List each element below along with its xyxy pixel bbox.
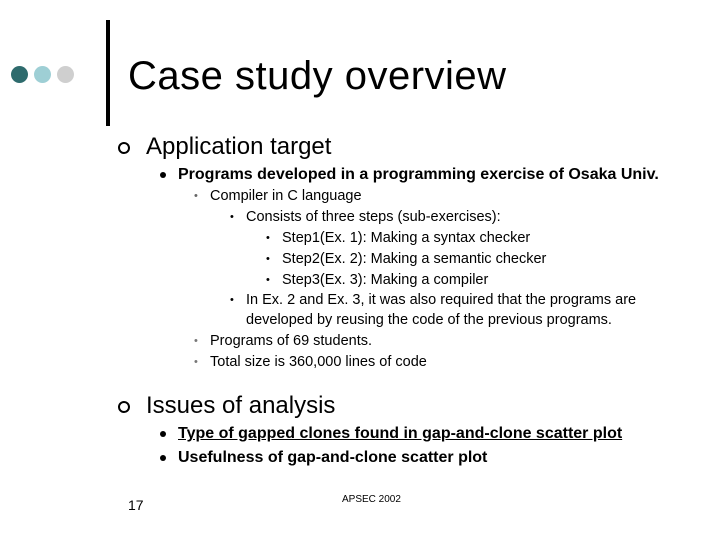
bullet-icon: •	[266, 274, 270, 286]
slide-title: Case study overview	[128, 54, 507, 98]
gapped-clones-item: Type of gapped clones found in gap-and-clone scatter plot	[178, 425, 623, 442]
ring-bullet-icon	[118, 142, 130, 154]
size-item: Total size is 360,000 lines of code	[210, 354, 427, 370]
step2-item: Step2(Ex. 2): Making a semantic checker	[282, 251, 547, 267]
dot-bullet-icon	[160, 431, 166, 437]
reuse-line-2: developed by reusing the code of the previous programs.	[246, 312, 612, 328]
programs-item: Programs developed in a programming exercise of Osaka Univ.	[178, 166, 659, 183]
dot-bullet-icon	[160, 172, 166, 178]
bullet-icon: •	[194, 356, 198, 368]
step3-item: Step3(Ex. 3): Making a compiler	[282, 272, 489, 288]
bullet-icon: •	[230, 294, 234, 306]
dot-bullet-icon	[160, 455, 166, 461]
footer-text: APSEC 2002	[342, 494, 401, 505]
dot-light-teal	[34, 66, 51, 83]
step1-item: Step1(Ex. 1): Making a syntax checker	[282, 230, 531, 246]
bullet-icon: •	[230, 211, 234, 223]
square-bullet-icon: •	[194, 190, 198, 202]
dot-grey	[57, 66, 74, 83]
steps-intro: Consists of three steps (sub-exercises):	[246, 209, 501, 225]
reuse-line-1: In Ex. 2 and Ex. 3, it was also required that the programs are	[246, 292, 637, 308]
usefulness-item: Usefulness of gap-and-clone scatter plot	[178, 449, 488, 466]
title-divider	[106, 20, 110, 126]
section-heading-application-target: Application target	[146, 133, 332, 160]
page-number: 17	[128, 497, 144, 513]
bullet-icon: •	[266, 232, 270, 244]
ring-bullet-icon	[118, 401, 130, 413]
section-heading-issues: Issues of analysis	[146, 392, 336, 419]
compiler-item: Compiler in C language	[210, 188, 362, 204]
bullet-icon: •	[266, 253, 270, 265]
decorative-dots	[11, 66, 74, 83]
students-item: Programs of 69 students.	[210, 333, 372, 349]
dot-dark	[11, 66, 28, 83]
bullet-icon: •	[194, 335, 198, 347]
